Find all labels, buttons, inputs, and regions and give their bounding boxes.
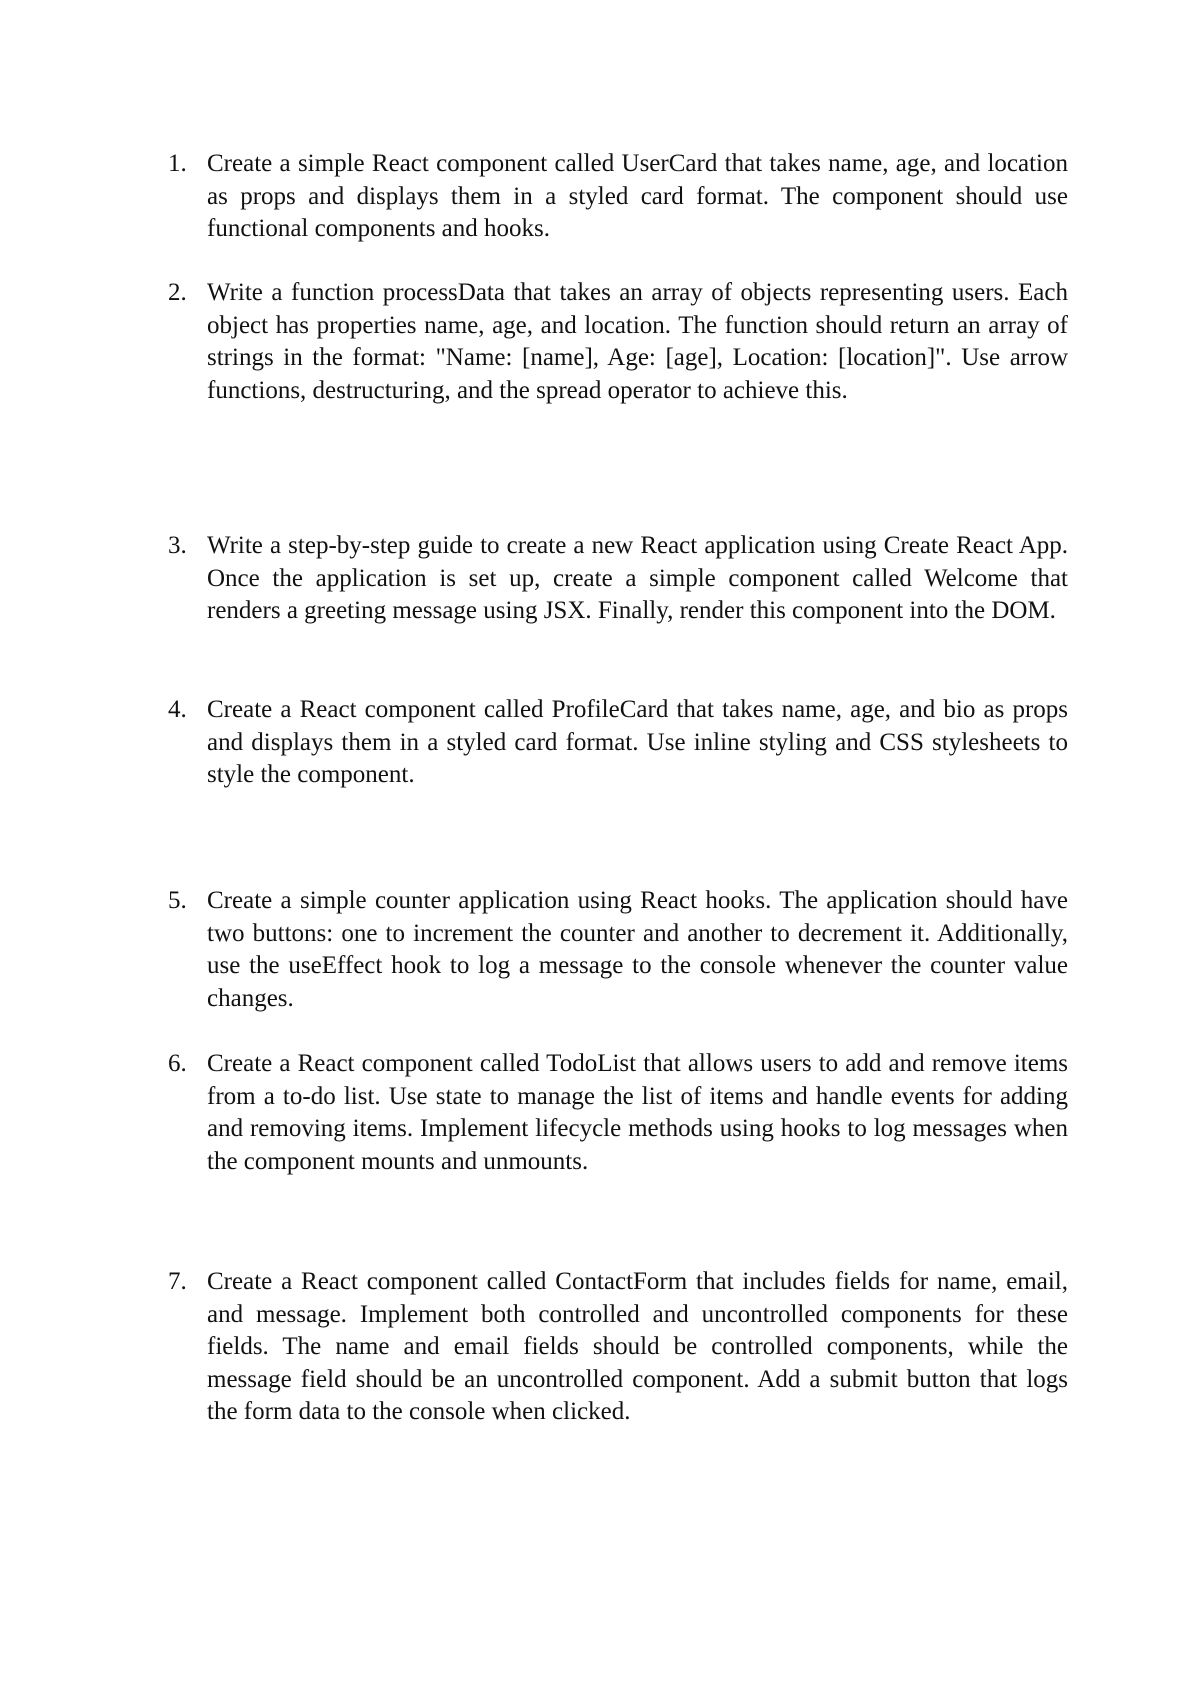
item-text: Create a React component called ProfileCard that takes name, age, and bio as props and displays them in a styled card format. Use inline styling and CSS stylesheets to style the component. — [207, 696, 1068, 789]
item-text: Write a step-by-step guide to create a new React application using Create React App. Once the application is set up, create a simple component called Welcome that renders a greeting message using JSX. Finally, render this component into the DOM. — [207, 532, 1068, 625]
item-number: 7. — [168, 1268, 187, 1295]
item-text: Create a React component called ContactForm that includes fields for name, email, and message. Implement both controlled and uncontrolled components for these fields. The name and email fields should be controlled components, while the message field should be an uncontrolled component. Add a submit button that logs the form data to the console when clicked. — [207, 1268, 1068, 1426]
item-number: 2. — [168, 279, 187, 306]
item-text: Write a function processData that takes an array of objects representing users. Each object has properties name, age, and location. The function should return an array of strings in the format: "Name: [name], Age: [age], Location: [location]". Use arrow functions, destructuring, and the spread operator to achieve this. — [207, 279, 1068, 404]
item-text: Create a simple React component called UserCard that takes name, age, and location as props and displays them in a styled card format. The component should use functional components and hooks. — [207, 150, 1068, 243]
item-number: 5. — [168, 887, 187, 914]
item-number: 4. — [168, 696, 187, 723]
item-text: Create a React component called TodoList that allows users to add and remove items from a to-do list. Use state to manage the list of items and handle events for adding and removing items. Implement lifecycle methods using hooks to log messages when the component mounts and unmounts. — [207, 1050, 1068, 1175]
item-number: 6. — [168, 1050, 187, 1077]
item-number: 3. — [168, 532, 187, 559]
item-number: 1. — [168, 150, 187, 177]
item-text: Create a simple counter application using React hooks. The application should have two buttons: one to increment the counter and another to decrement it. Additionally, use the useEffect hook to log a message to the console whenever the counter value changes. — [207, 887, 1068, 1012]
